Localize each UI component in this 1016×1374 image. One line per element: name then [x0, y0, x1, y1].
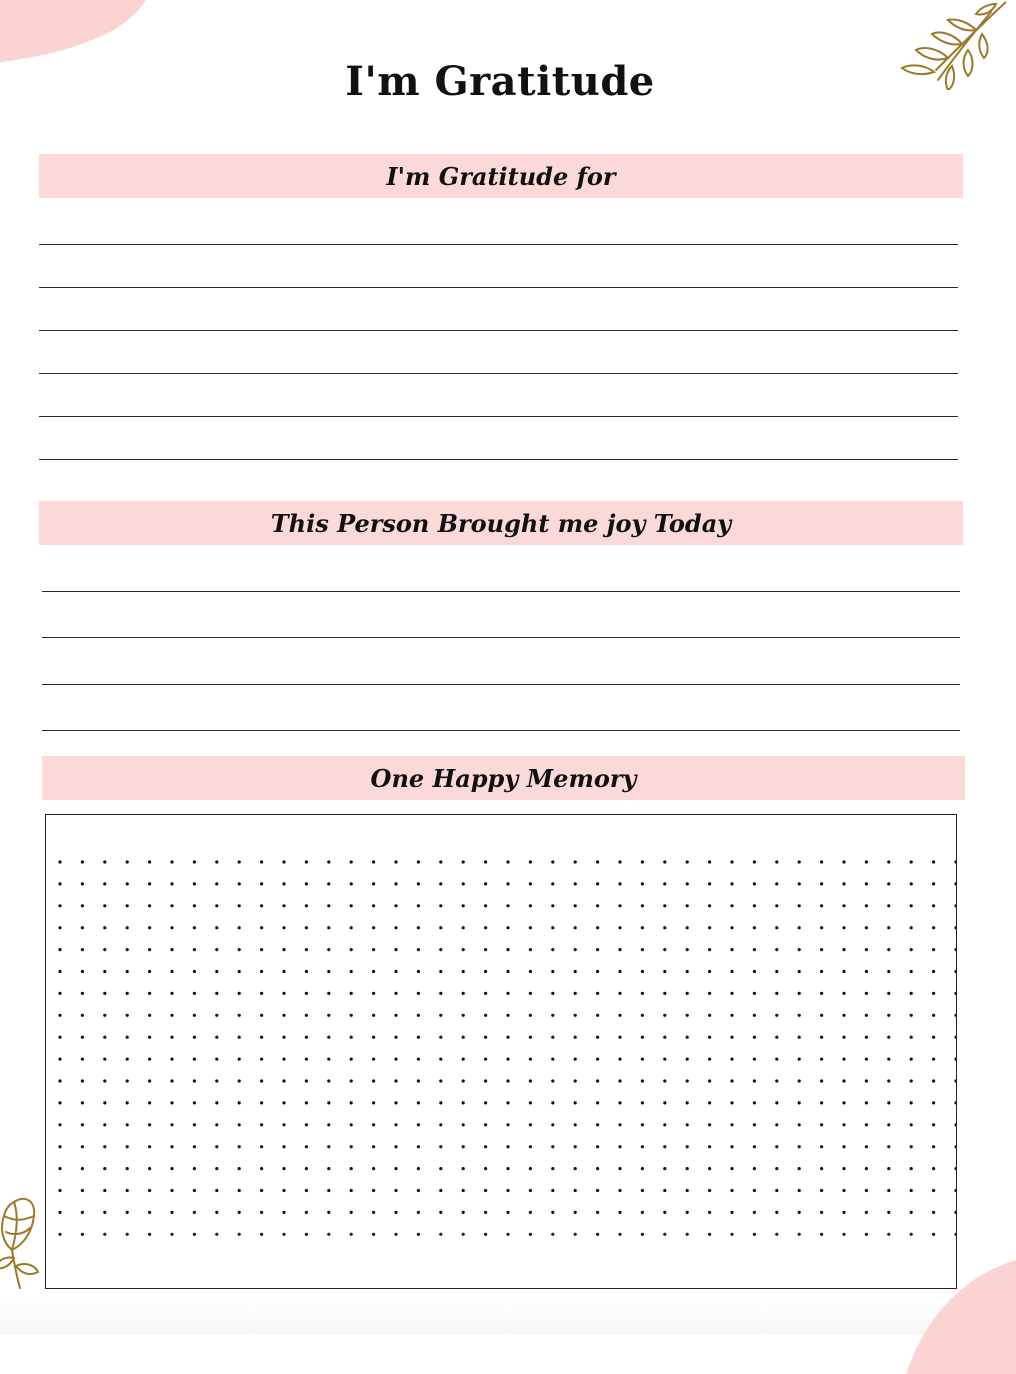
- writing-line[interactable]: [42, 730, 960, 731]
- page-footer-shade: [0, 1298, 1016, 1334]
- writing-line[interactable]: [39, 287, 958, 288]
- writing-line[interactable]: [42, 684, 960, 685]
- writing-line[interactable]: [39, 244, 958, 245]
- section-heading-gratitude: I'm Gratitude for: [39, 154, 963, 198]
- section-heading-happy-memory: One Happy Memory: [42, 756, 965, 800]
- writing-line[interactable]: [39, 373, 958, 374]
- dot-grid: [46, 815, 956, 1288]
- writing-line[interactable]: [39, 330, 958, 331]
- memory-dot-grid-box[interactable]: [45, 814, 957, 1289]
- section-heading-person-joy: This Person Brought me joy Today: [39, 501, 963, 545]
- writing-line[interactable]: [39, 416, 958, 417]
- rose-icon: [0, 1192, 44, 1292]
- writing-line[interactable]: [39, 459, 958, 460]
- writing-line[interactable]: [42, 591, 960, 592]
- page-title: I'm Gratitude: [345, 58, 655, 105]
- writing-line[interactable]: [42, 637, 960, 638]
